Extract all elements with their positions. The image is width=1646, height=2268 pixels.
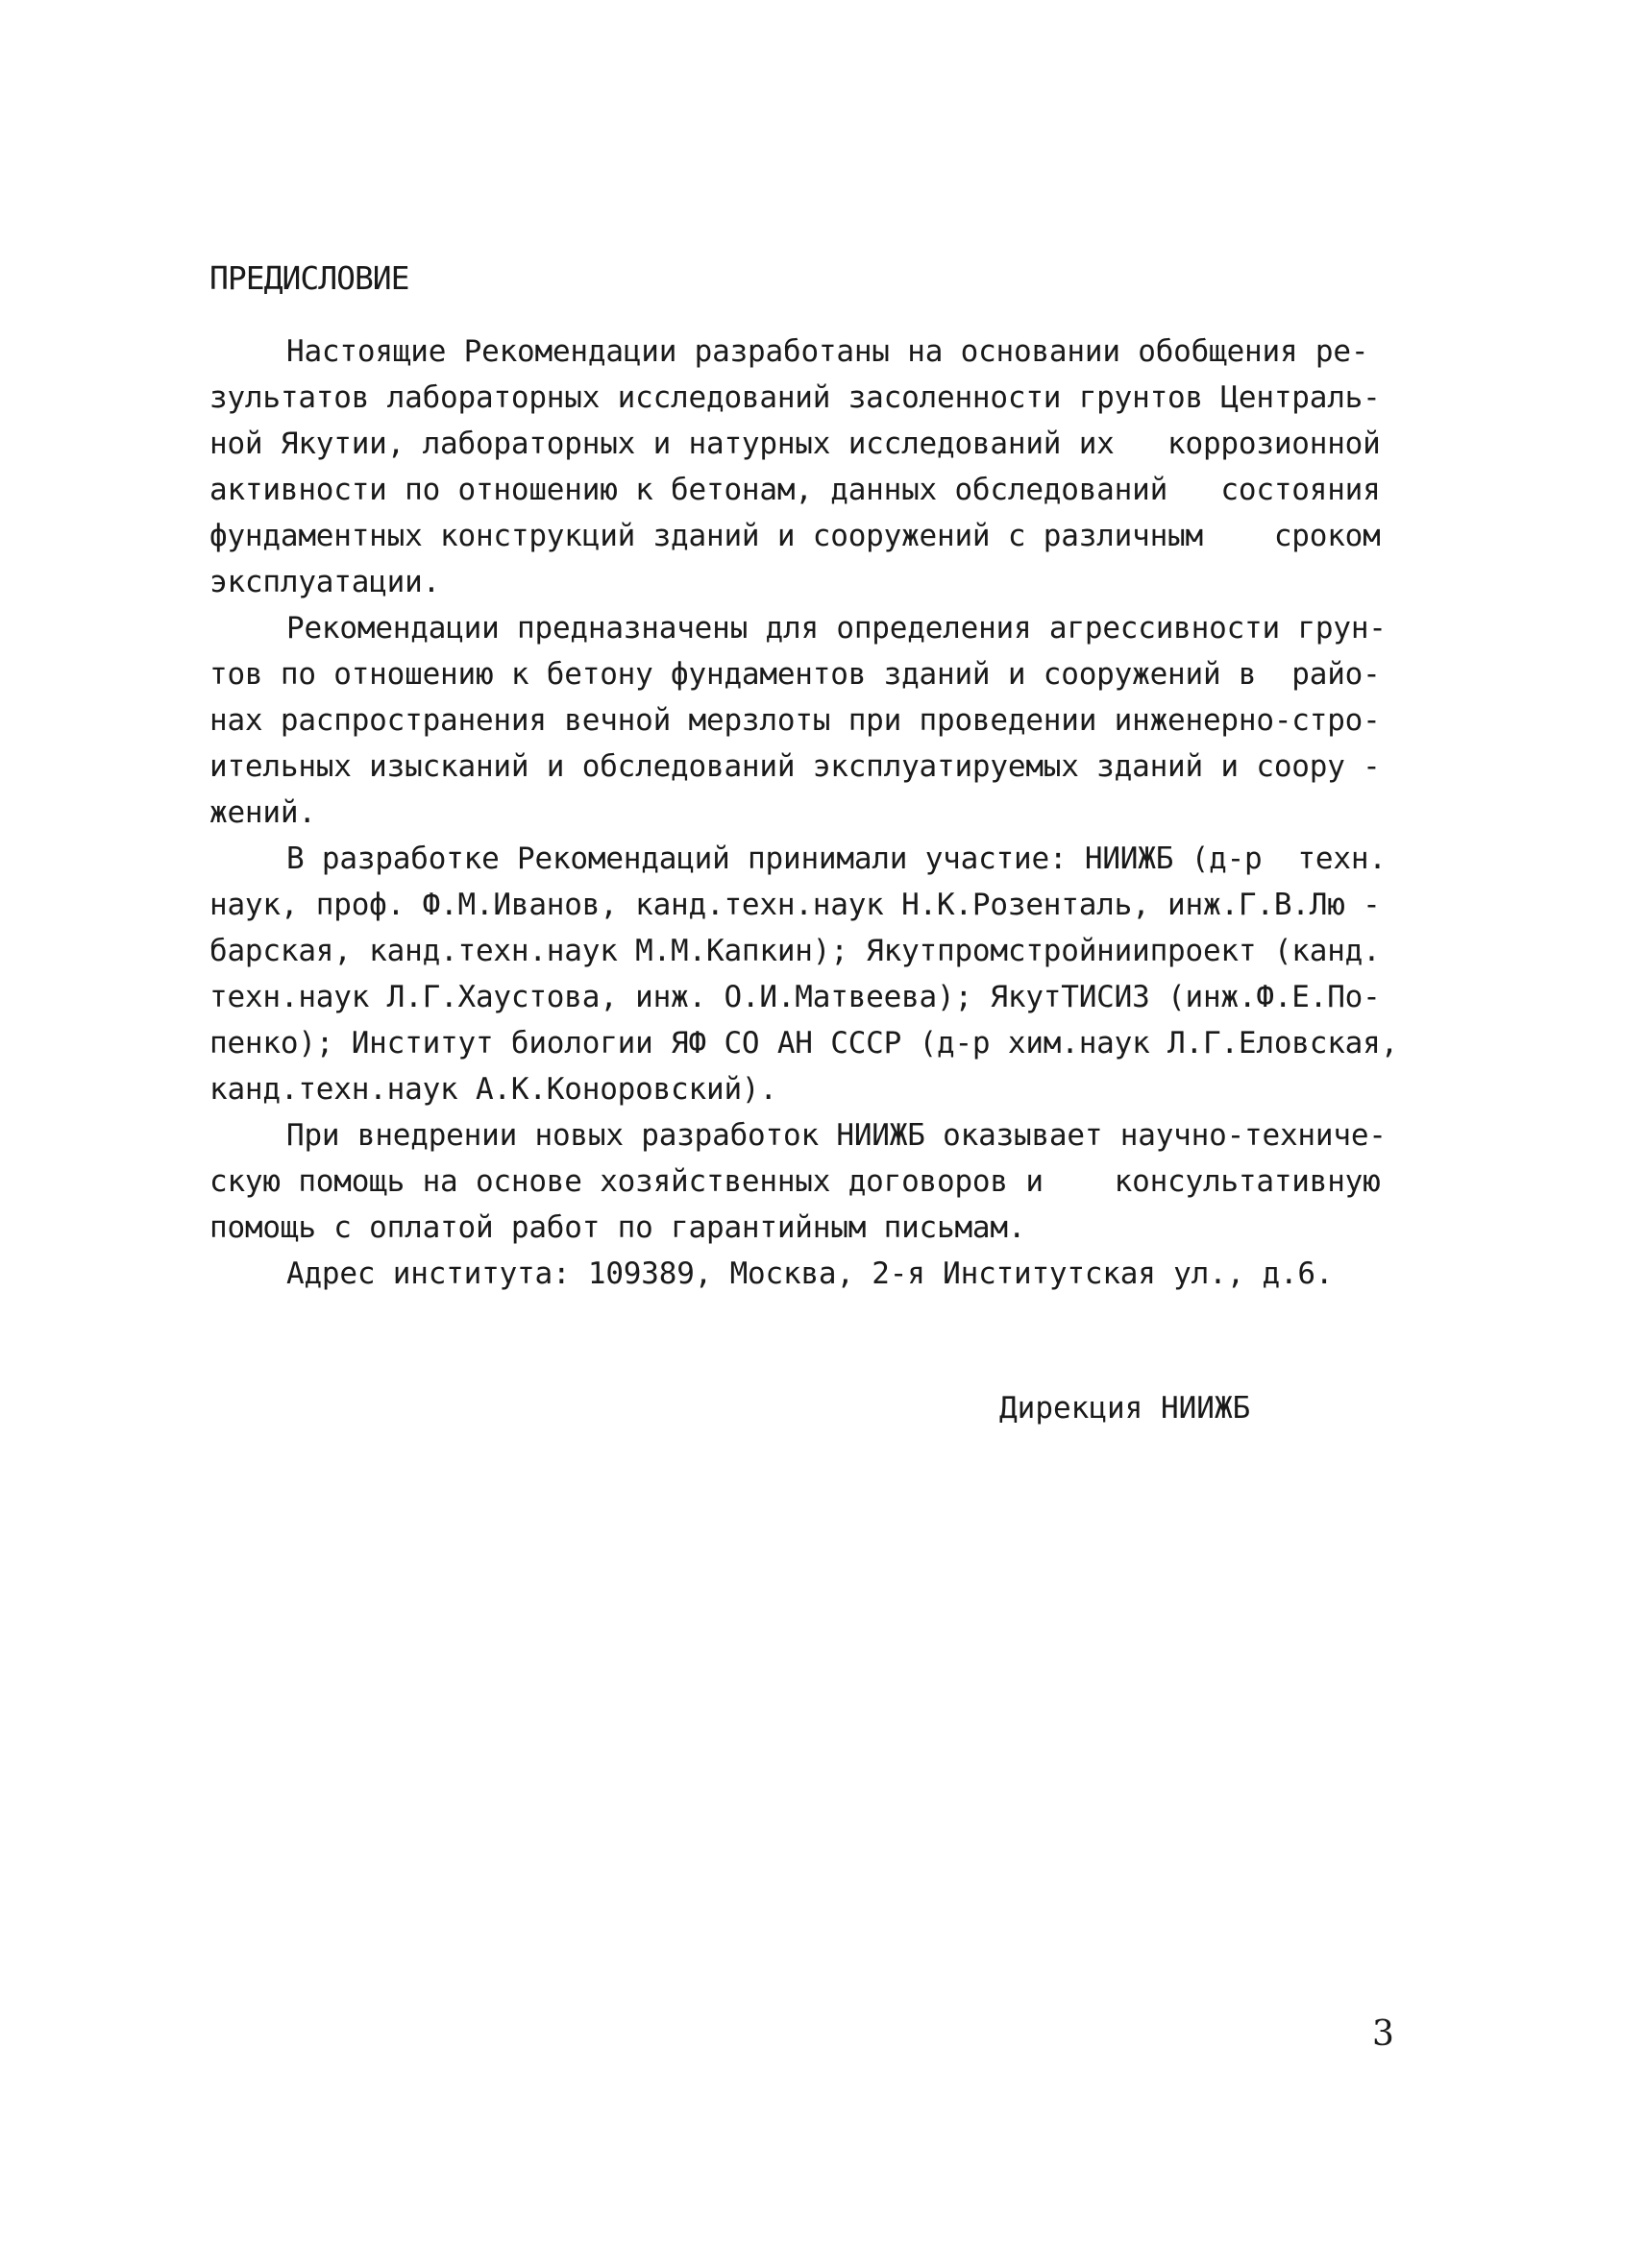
preface-heading: ПРЕДИСЛОВИЕ: [209, 259, 409, 297]
text-line: В разработке Рекомендаций принимали участие: НИИЖБ (д-р техн.: [286, 841, 1387, 876]
text-line: тов по отношению к бетону фундаментов зданий и сооружений в райо-: [209, 657, 1381, 692]
text-line: ной Якутии, лабораторных и натурных исследований их коррозионной: [209, 427, 1381, 461]
text-line: При внедрении новых разработок НИИЖБ оказывает научно-техниче-: [286, 1118, 1387, 1153]
text-line: барская, канд.техн.наук М.М.Капкин); Якутпромстройниипроект (канд.: [209, 934, 1381, 968]
text-line: фундаментных конструкций зданий и сооружений с различным сроком: [209, 519, 1381, 553]
text-line: пенко); Институт биологии ЯФ СО АН СССР (д-р хим.наук Л.Г.Еловская,: [209, 1026, 1399, 1061]
text-line: ительных изысканий и обследований эксплуатируемых зданий и соору -: [209, 749, 1381, 784]
text-line: наук, проф. Ф.М.Иванов, канд.техн.наук Н.К.Розенталь, инж.Г.В.Лю -: [209, 888, 1381, 922]
text-line: жений.: [209, 795, 316, 830]
text-line: активности по отношению к бетонам, данных обследований состояния: [209, 473, 1381, 507]
text-line: нах распространения вечной мерзлоты при проведении инженерно-стро-: [209, 703, 1381, 738]
page-number: 3: [1372, 2014, 1394, 2054]
text-line: Настоящие Рекомендации разработаны на основании обобщения ре-: [286, 334, 1369, 369]
text-line: Рекомендации предназначены для определения агрессивности грун-: [286, 611, 1387, 646]
text-line: помощь с оплатой работ по гарантийным письмам.: [209, 1210, 1026, 1245]
text-line: скую помощь на основе хозяйственных договоров и консультативную: [209, 1164, 1381, 1199]
address-line: Адрес института: 109389, Москва, 2-я Институтская ул., д.6.: [286, 1256, 1334, 1291]
text-line: канд.техн.наук А.К.Коноровский).: [209, 1072, 777, 1107]
text-line: зультатов лабораторных исследований засоленности грунтов Централь-: [209, 380, 1381, 415]
text-line: эксплуатации.: [209, 565, 441, 599]
signature: Дирекция НИИЖБ: [999, 1391, 1251, 1426]
text-line: техн.наук Л.Г.Хаустова, инж. О.И.Матвеева); ЯкутТИСИЗ (инж.Ф.Е.По-: [209, 980, 1381, 1014]
